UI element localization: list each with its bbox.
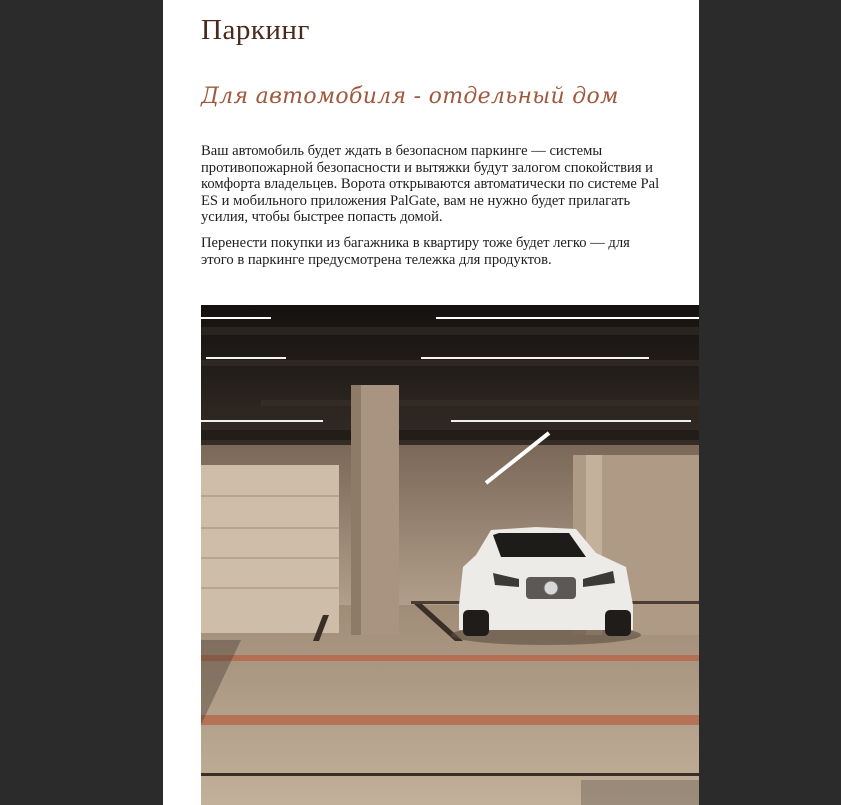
- body-paragraph: Перенести покупки из багажника в квартиру тоже будет легко — для этого в паркинге предусмотрена тележка для продуктов.: [201, 235, 630, 268]
- page-title: Паркинг: [201, 14, 310, 46]
- document-page: [163, 0, 699, 805]
- page-subtitle: Для автомобиля - отдельный дом: [201, 84, 619, 109]
- body-paragraph: Ваш автомобиль будет ждать в безопасном паркинге — системы противопожарной безопасности и вытяжки будут залогом спокойствия и комфорта владельцев. Ворота открываются автоматически по системе Pal ES и мобильного приложения PalGate, вам не нужно будет прилагать усилия, чтобы быстрее попасть домой.: [201, 143, 660, 225]
- parking-photo: [201, 305, 699, 805]
